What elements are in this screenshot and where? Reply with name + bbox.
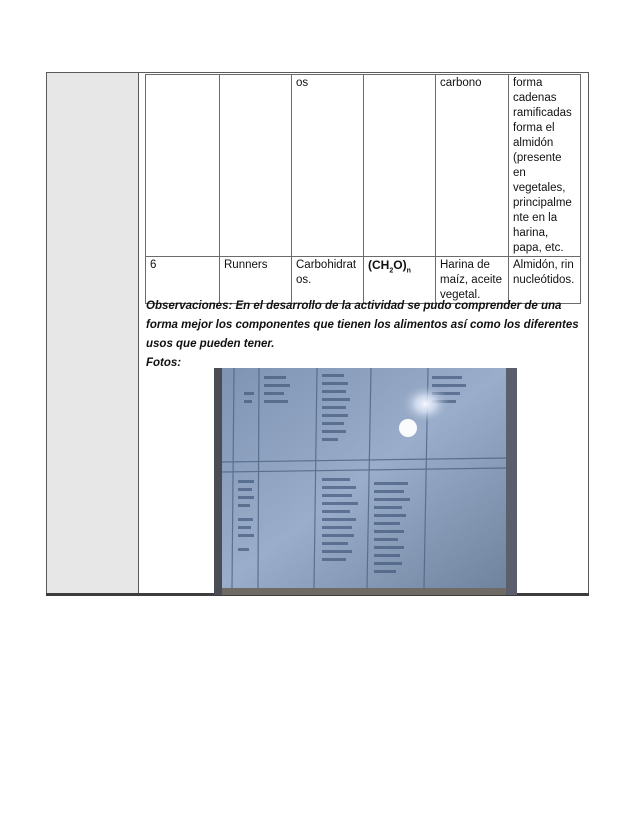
table-cell: forma cadenas ramificadas forma el almidón (presente en vegetales, principalme nte en la harina, papa, etc.	[509, 75, 581, 257]
observations-paragraph: Observaciones: En el desarrollo de la actividad se pudo comprender de una forma mejor los componentes que tienen los alimentos así como los diferentes usos que pueden tener.	[146, 300, 579, 350]
table-row	[146, 75, 581, 257]
shaded-left-column	[47, 73, 139, 593]
food-name: Runners	[220, 257, 292, 304]
photos-label: Fotos:	[146, 357, 182, 369]
nutrient-type: Carbohidrat os.	[292, 257, 364, 304]
whiteboard-photo-image	[214, 368, 517, 595]
chemical-formula: $(CH_2O)_n$	[364, 257, 436, 304]
table-cell: os	[292, 75, 364, 257]
table-cell	[364, 75, 436, 257]
table-cell	[220, 75, 292, 257]
food-source: Harina de maíz, aceite vegetal.	[436, 257, 509, 304]
whiteboard-photo	[214, 368, 517, 595]
food-components-table	[145, 74, 581, 304]
table-cell: carbono	[436, 75, 509, 257]
row-number: 6	[146, 257, 220, 304]
table-cell	[146, 75, 220, 257]
components: Almidón, rin nucleótidos.	[509, 257, 581, 304]
